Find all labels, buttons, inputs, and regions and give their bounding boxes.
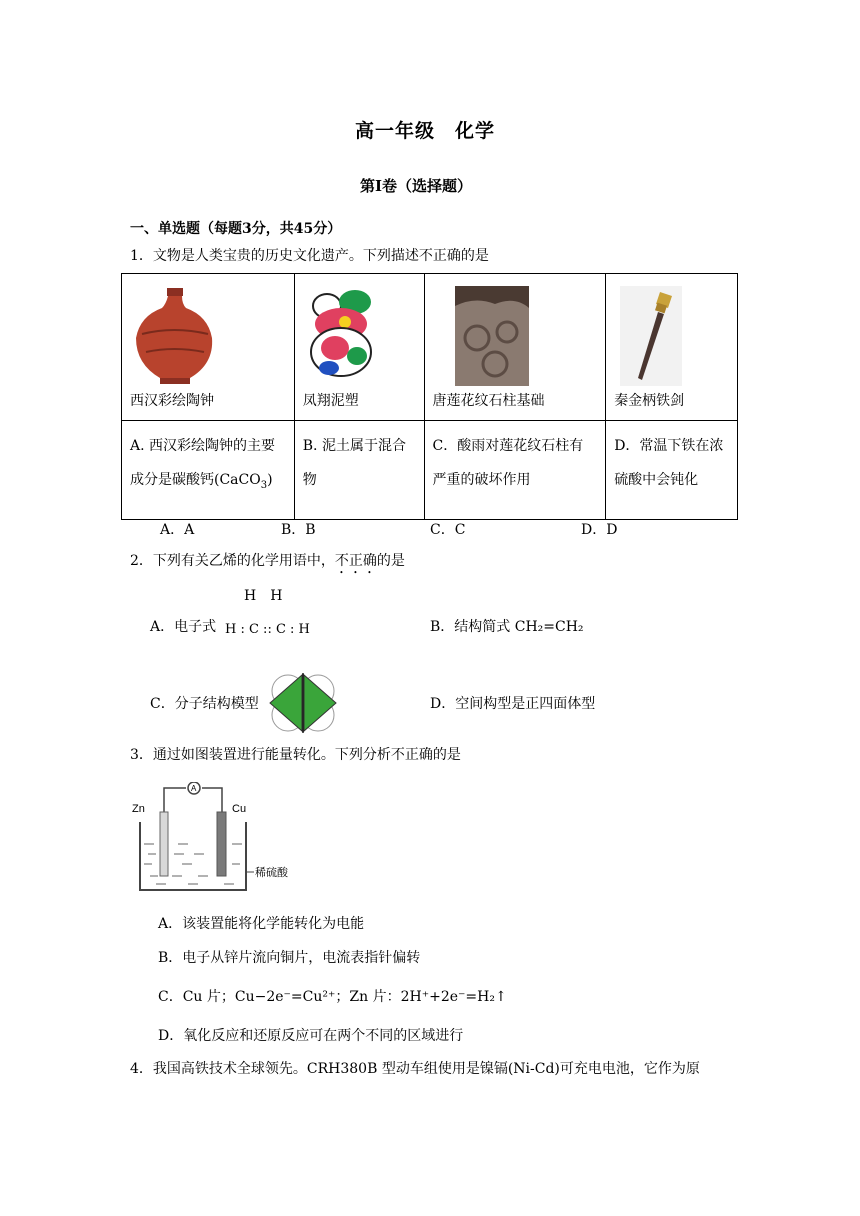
caption-sword: 秦金柄铁剑 [614, 393, 685, 409]
q3-option-a[interactable]: A．该装置能将化学能转化为电能 [158, 916, 365, 932]
zinc-electrode [160, 812, 168, 876]
q1-choice-c[interactable]: C．C [430, 522, 466, 538]
stone-pillar-image [455, 286, 529, 386]
q3-option-b[interactable]: B．电子从锌片流向铜片，电流表指针偏转 [158, 950, 421, 966]
artifact-cell-vase [122, 274, 295, 421]
q2-electron-dot-formula: H : C :: C : H [225, 622, 310, 637]
q2-stem-post: 的是 [376, 553, 405, 569]
q2-stem [130, 551, 405, 577]
q4-stem: 4．我国高铁技术全球领先。CRH380B 型动车组使用是镍镉(Ni-Cd)可充电电池，它作为原 [130, 1061, 700, 1077]
q2-option-c-label[interactable]: C．分子结构模型 [150, 696, 259, 712]
statement-a-subscript: 3 [260, 479, 268, 491]
q1-choice-b[interactable]: B．B [281, 522, 316, 538]
q1-choice-a[interactable]: A．A [160, 522, 195, 538]
q2-option-d[interactable]: D．空间构型是正四面体型 [430, 696, 596, 712]
statement-c [424, 421, 606, 520]
q2-electron-dot-top-h: H H [244, 588, 283, 604]
caption-stone: 唐莲花纹石柱基础 [432, 393, 545, 409]
statement-c-line1: C．酸雨对莲花纹石柱有 [432, 438, 584, 454]
caption-vase: 西汉彩绘陶钟 [130, 393, 214, 409]
artifact-cell-clay [294, 274, 424, 421]
statement-b-line2: 物 [302, 472, 317, 488]
q1-stem: 1．文物是人类宝贵的历史文化遗产。下列描述不正确的是 [130, 248, 489, 264]
statement-a-line2 [130, 463, 286, 503]
statement-c-line2: 严重的破坏作用 [432, 472, 531, 488]
page-title: 高一年级 化学 [355, 120, 496, 142]
statement-b-line1: B. 泥土属于混合 [302, 438, 406, 454]
caption-clay: 凤翔泥塑 [302, 393, 359, 409]
q3-option-c[interactable]: C．Cu 片；Cu−2e⁻=Cu²⁺；Zn 片：2H⁺+2e⁻=H₂↑ [158, 989, 507, 1005]
statement-d-line2: 硫酸中会钝化 [614, 472, 699, 488]
q3-option-d[interactable]: D．氧化反应和还原反应可在两个不同的区域进行 [158, 1028, 464, 1044]
ethylene-model-image [266, 671, 340, 735]
pottery-vase-image [132, 286, 217, 386]
galvanic-cell-diagram [128, 782, 294, 894]
statement-b [294, 421, 424, 520]
q2-option-b[interactable]: B．结构简式 CH₂=CH₂ [430, 619, 584, 635]
statement-a [122, 421, 295, 520]
zinc-label: Zn [132, 803, 145, 815]
acid-label: 稀硫酸 [255, 866, 288, 879]
statement-d [606, 421, 738, 520]
artifact-cell-sword [606, 274, 738, 421]
iron-sword-image [620, 286, 682, 386]
clay-sculpture-image [305, 286, 377, 386]
statement-a-text: 成分是碳酸钙(CaCO [130, 472, 261, 488]
statement-a-line1: A. 西汉彩绘陶钟的主要 [130, 438, 276, 454]
q2-option-a-label[interactable]: A．电子式 [150, 619, 217, 635]
section-heading: 一、单选题（每题3分，共45分） [130, 221, 342, 237]
volume-title: 第Ⅰ卷（选择题） [360, 177, 473, 195]
artifact-table [121, 273, 738, 520]
statement-a-end: ) [267, 472, 273, 488]
q2-stem-emphasis: 不正确 [334, 553, 377, 569]
ammeter-label: A [191, 784, 197, 793]
copper-electrode [217, 812, 226, 876]
q2-stem-pre: 2．下列有关乙烯的化学用语中， [130, 553, 335, 569]
copper-label: Cu [232, 803, 247, 815]
statement-d-line1: D．常温下铁在浓 [614, 438, 724, 454]
artifact-cell-stone [424, 274, 606, 421]
q3-stem: 3．通过如图装置进行能量转化。下列分析不正确的是 [130, 747, 461, 763]
q1-choice-d[interactable]: D．D [581, 522, 618, 538]
